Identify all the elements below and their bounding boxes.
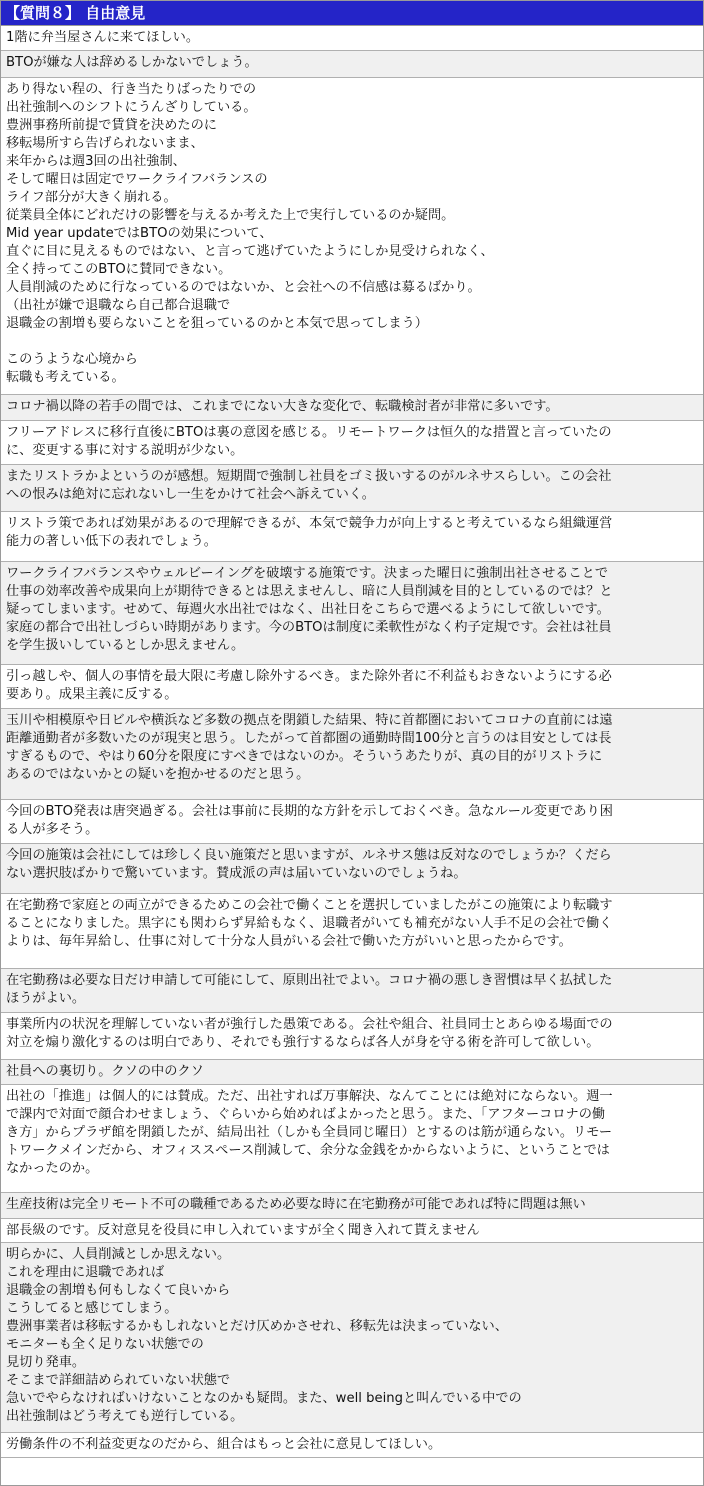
response-row: またリストラかよというのが感想。短期間で強制し社員をゴミ扱いするのがルネサスらしい。この会社 への恨みは絶対に忘れないし一生をかけて社会へ訴えていく。	[1, 465, 703, 512]
response-row: あり得ない程の、行き当たりばったりでの 出社強制へのシフトにうんざりしている。 豊洲事務所前提で賃貸を決めたのに 移転場所すら告げられないまま、 来年からは週3回の出社強制、 そして曜日は固定でワークライフバランスの ライフ部分が大きく崩れる。 従業員全体にどれだけの影響を与えるか考えた上で実行しているのか疑問。 Mid year updateではBTOの効果について、 直ぐに目に見えるものではない、と言って逃げていたようにしか見受けられなく、 全く持ってこのBTOに賛同できない。 人員削減のために行なっているのではないか、と会社への不信感は募るばかり。 （出社が嫌で退職なら自己都合退職で 退職金の割増も要らないことを狙っているのかと本気で思ってしまう） このうような心境から 転職も考えている。	[1, 78, 703, 395]
response-row: 社員への裏切り。クソの中のクソ	[1, 1060, 703, 1085]
response-row: 明らかに、人員削減としか思えない。 これを理由に退職であれば 退職金の割増も何もしなくて良いから こうしてると感じてしまう。 豊洲事業者は移転するかもしれないとだけ仄めかさせれ、移転先は決まっていない、 モニターも全く足りない状態での 見切り発車。 そこまで詳細詰められていない状態で 急いでやらなければいけないことなのかも疑問。また、well beingと叫んでいる中での 出社強制はどう考えても逆行している。	[1, 1243, 703, 1433]
response-row: 生産技術は完全リモート不可の職種であるため必要な時に在宅勤務が可能であれば特に問題は無い	[1, 1193, 703, 1219]
response-row: 在宅勤務で家庭との両立ができるためこの会社で働くことを選択していましたがこの施策により転職す ることになりました。黒字にも関わらず昇給もなく、退職者がいても補充がない人手不足の会社で働く よりは、毎年昇給し、仕事に対して十分な人員がいる会社で働いた方がいいと思ったからです。	[1, 894, 703, 969]
response-row: 出社の「推進」は個人的には賛成。ただ、出社すれば万事解決、なんてことには絶対にならない。週一 で課内で対面で顔合わせましょう、ぐらいから始めればよかったと思う。また、「アフターコロナの働 き方」からプラザ館を閉鎖したが、結局出社（しかも全員同じ曜日）とするのは筋が通らない。リモー トワークメインだから、オフィススペース削減して、余分な金銭をかからないように、ということでは なかったのか。	[1, 1085, 703, 1193]
response-row: 労働条件の不利益変更なのだから、組合はもっと会社に意見してほしい。	[1, 1433, 703, 1458]
response-row: 1階に弁当屋さんに来てほしい。	[1, 26, 703, 51]
response-row: BTOが嫌な人は辞めるしかないでしょう。	[1, 51, 703, 78]
response-row: 事業所内の状況を理解していない者が強行した愚策である。会社や組合、社員同士とあらゆる場面での 対立を煽り激化するのは明白であり、それでも強行するならば各人が身を守る術を許可して欲しい。	[1, 1013, 703, 1060]
response-row: 部長級のです。反対意見を役員に申し入れていますが全く聞き入れて貰えません	[1, 1219, 703, 1243]
response-row: 玉川や相模原や日ビルや横浜など多数の拠点を閉鎖した結果、特に首都圏においてコロナの直前には遠 距離通勤者が多数いたのが現実と思う。したがって首都圏の通勤時間100分と言うのは目安としては長 すぎるもので、やはり60分を限度にすべきではないのか。そういうあたりが、真の目的がリストラに あるのではないかとの疑いを抱かせるのだと思う。	[1, 709, 703, 800]
response-row: 今回のBTO発表は唐突過ぎる。会社は事前に長期的な方針を示しておくべき。急なルール変更であり困 る人が多そう。	[1, 800, 703, 844]
section-title: 【質問８】 自由意見	[1, 1, 703, 26]
response-row: コロナ禍以降の若手の間では、これまでにない大きな変化で、転職検討者が非常に多いです。	[1, 395, 703, 421]
response-row: 今回の施策は会社にしては珍しく良い施策だと思いますが、ルネサス態は反対なのでしょうか？くだら ない選択肢ばかりで驚いています。賛成派の声は届いていないのでしょうね。	[1, 844, 703, 894]
response-row: 引っ越しや、個人の事情を最大限に考慮し除外するべき。また除外者に不利益もおきないようにする必 要あり。成果主義に反する。	[1, 665, 703, 709]
response-row: 在宅勤務は必要な日だけ申請して可能にして、原則出社でよい。コロナ禍の悪しき習慣は早く払拭した ほうがよい。	[1, 969, 703, 1013]
response-row: フリーアドレスに移行直後にBTOは裏の意図を感じる。リモートワークは恒久的な措置と言っていたの に、変更する事に対する説明が少ない。	[1, 421, 703, 465]
response-row: リストラ策であれば効果があるので理解できるが、本気で競争力が向上すると考えているなら組織運営 能力の著しい低下の表れでしょう。	[1, 512, 703, 562]
response-row: ワークライフバランスやウェルビーイングを破壊する施策です。決まった曜日に強制出社させることで 仕事の効率改善や成果向上が期待できるとは思えませんし、暗に人員削減を目的としているのでは？と 疑ってしまいます。せめて、毎週火水出社ではなく、出社日をこちらで選べるようにして欲しいです。 家庭の都合で出社しづらい時期があります。今のBTOは制度に柔軟性がなく杓子定規です。会社は社員 を学生扱いしているとしか思えません。	[1, 562, 703, 665]
